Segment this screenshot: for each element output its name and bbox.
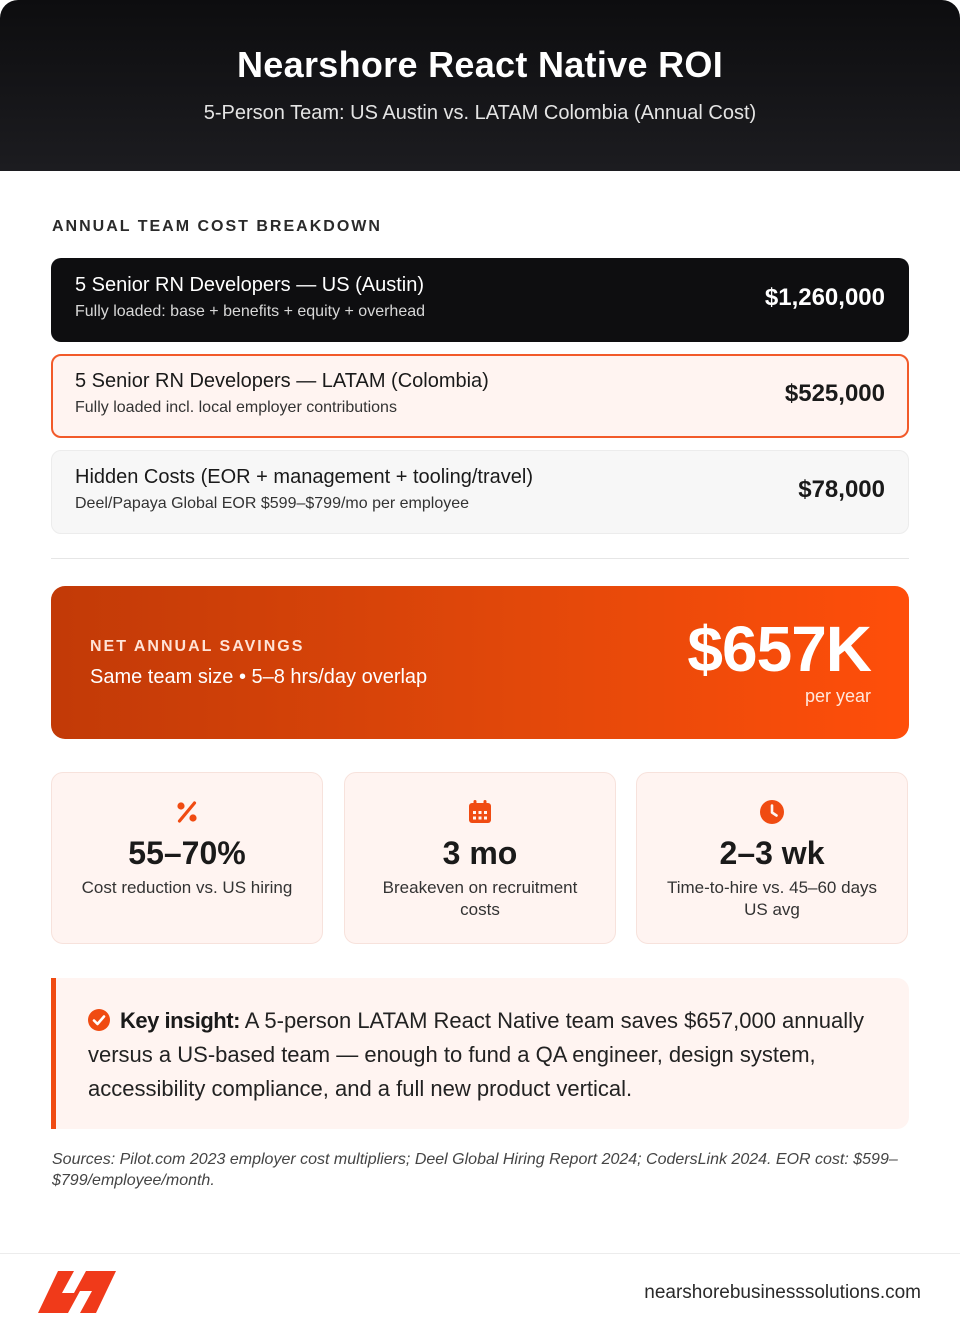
stat-caption: Time-to-hire vs. 45–60 days US avg [666, 878, 878, 919]
stat-caption: Cost reduction vs. US hiring [81, 878, 293, 897]
cost-row-label: Hidden Costs (EOR + management + tooling/travel) [75, 466, 533, 488]
stat-caption: Breakeven on recruitment costs [382, 878, 578, 919]
calendar-icon [467, 799, 493, 825]
page-subtitle: 5-Person Team: US Austin vs. LATAM Colombia (Annual Cost) [203, 102, 757, 124]
cost-row-label: 5 Senior RN Developers — US (Austin) [75, 274, 425, 296]
percent-icon [174, 799, 200, 825]
header-banner [0, 0, 960, 171]
sources-note: Sources: Pilot.com 2023 employer cost multipliers; Deel Global Hiring Report 2024; CodersLink 2024. EOR cost: $599–$799/employee/month. [52, 1151, 898, 1189]
insight-text: A 5-person LATAM React Native team saves $657,000 annually versus a US-based team — enough to fund a QA engineer, design system, accessibility compliance, and a full new product vertical. [88, 1008, 864, 1101]
stat-value: 2–3 wk [719, 835, 825, 871]
stat-card-time-to-hire [636, 772, 908, 944]
savings-amount: $657K [687, 613, 871, 685]
clock-icon [759, 799, 785, 825]
savings-banner [51, 586, 909, 739]
footer-website-link[interactable]: nearshorebusinesssolutions.com [644, 1282, 921, 1303]
divider [51, 558, 909, 559]
stat-value: 55–70% [128, 835, 246, 871]
insight-label: Key insight: [120, 1008, 240, 1033]
cost-row-us [51, 258, 909, 342]
cost-row-detail: Fully loaded incl. local employer contributions [75, 399, 397, 416]
cost-row-hidden [51, 450, 909, 534]
page-title: Nearshore React Native ROI [237, 44, 723, 85]
cost-row-latam [51, 354, 909, 438]
cost-row-detail: Deel/Papaya Global EOR $599–$799/mo per employee [75, 495, 470, 512]
key-insight-callout [51, 978, 909, 1129]
cost-row-amount: $1,260,000 [764, 284, 885, 311]
stat-card-breakeven [344, 772, 616, 944]
brand-logo-icon [38, 1271, 116, 1313]
savings-description: Same team size • 5–8 hrs/day overlap [90, 666, 428, 688]
stat-card-cost-reduction [51, 772, 323, 944]
cost-row-label: 5 Senior RN Developers — LATAM (Colombia) [75, 370, 489, 392]
footer-divider [0, 1253, 960, 1254]
stat-value: 3 mo [442, 835, 518, 871]
savings-title: NET ANNUAL SAVINGS [90, 638, 305, 655]
section-title: ANNUAL TEAM COST BREAKDOWN [52, 218, 382, 235]
cost-row-amount: $525,000 [784, 380, 885, 407]
cost-row-amount: $78,000 [798, 476, 885, 503]
savings-unit: per year [804, 686, 871, 706]
check-circle-icon [88, 1009, 110, 1031]
cost-row-detail: Fully loaded: base + benefits + equity + overhead [75, 303, 426, 320]
